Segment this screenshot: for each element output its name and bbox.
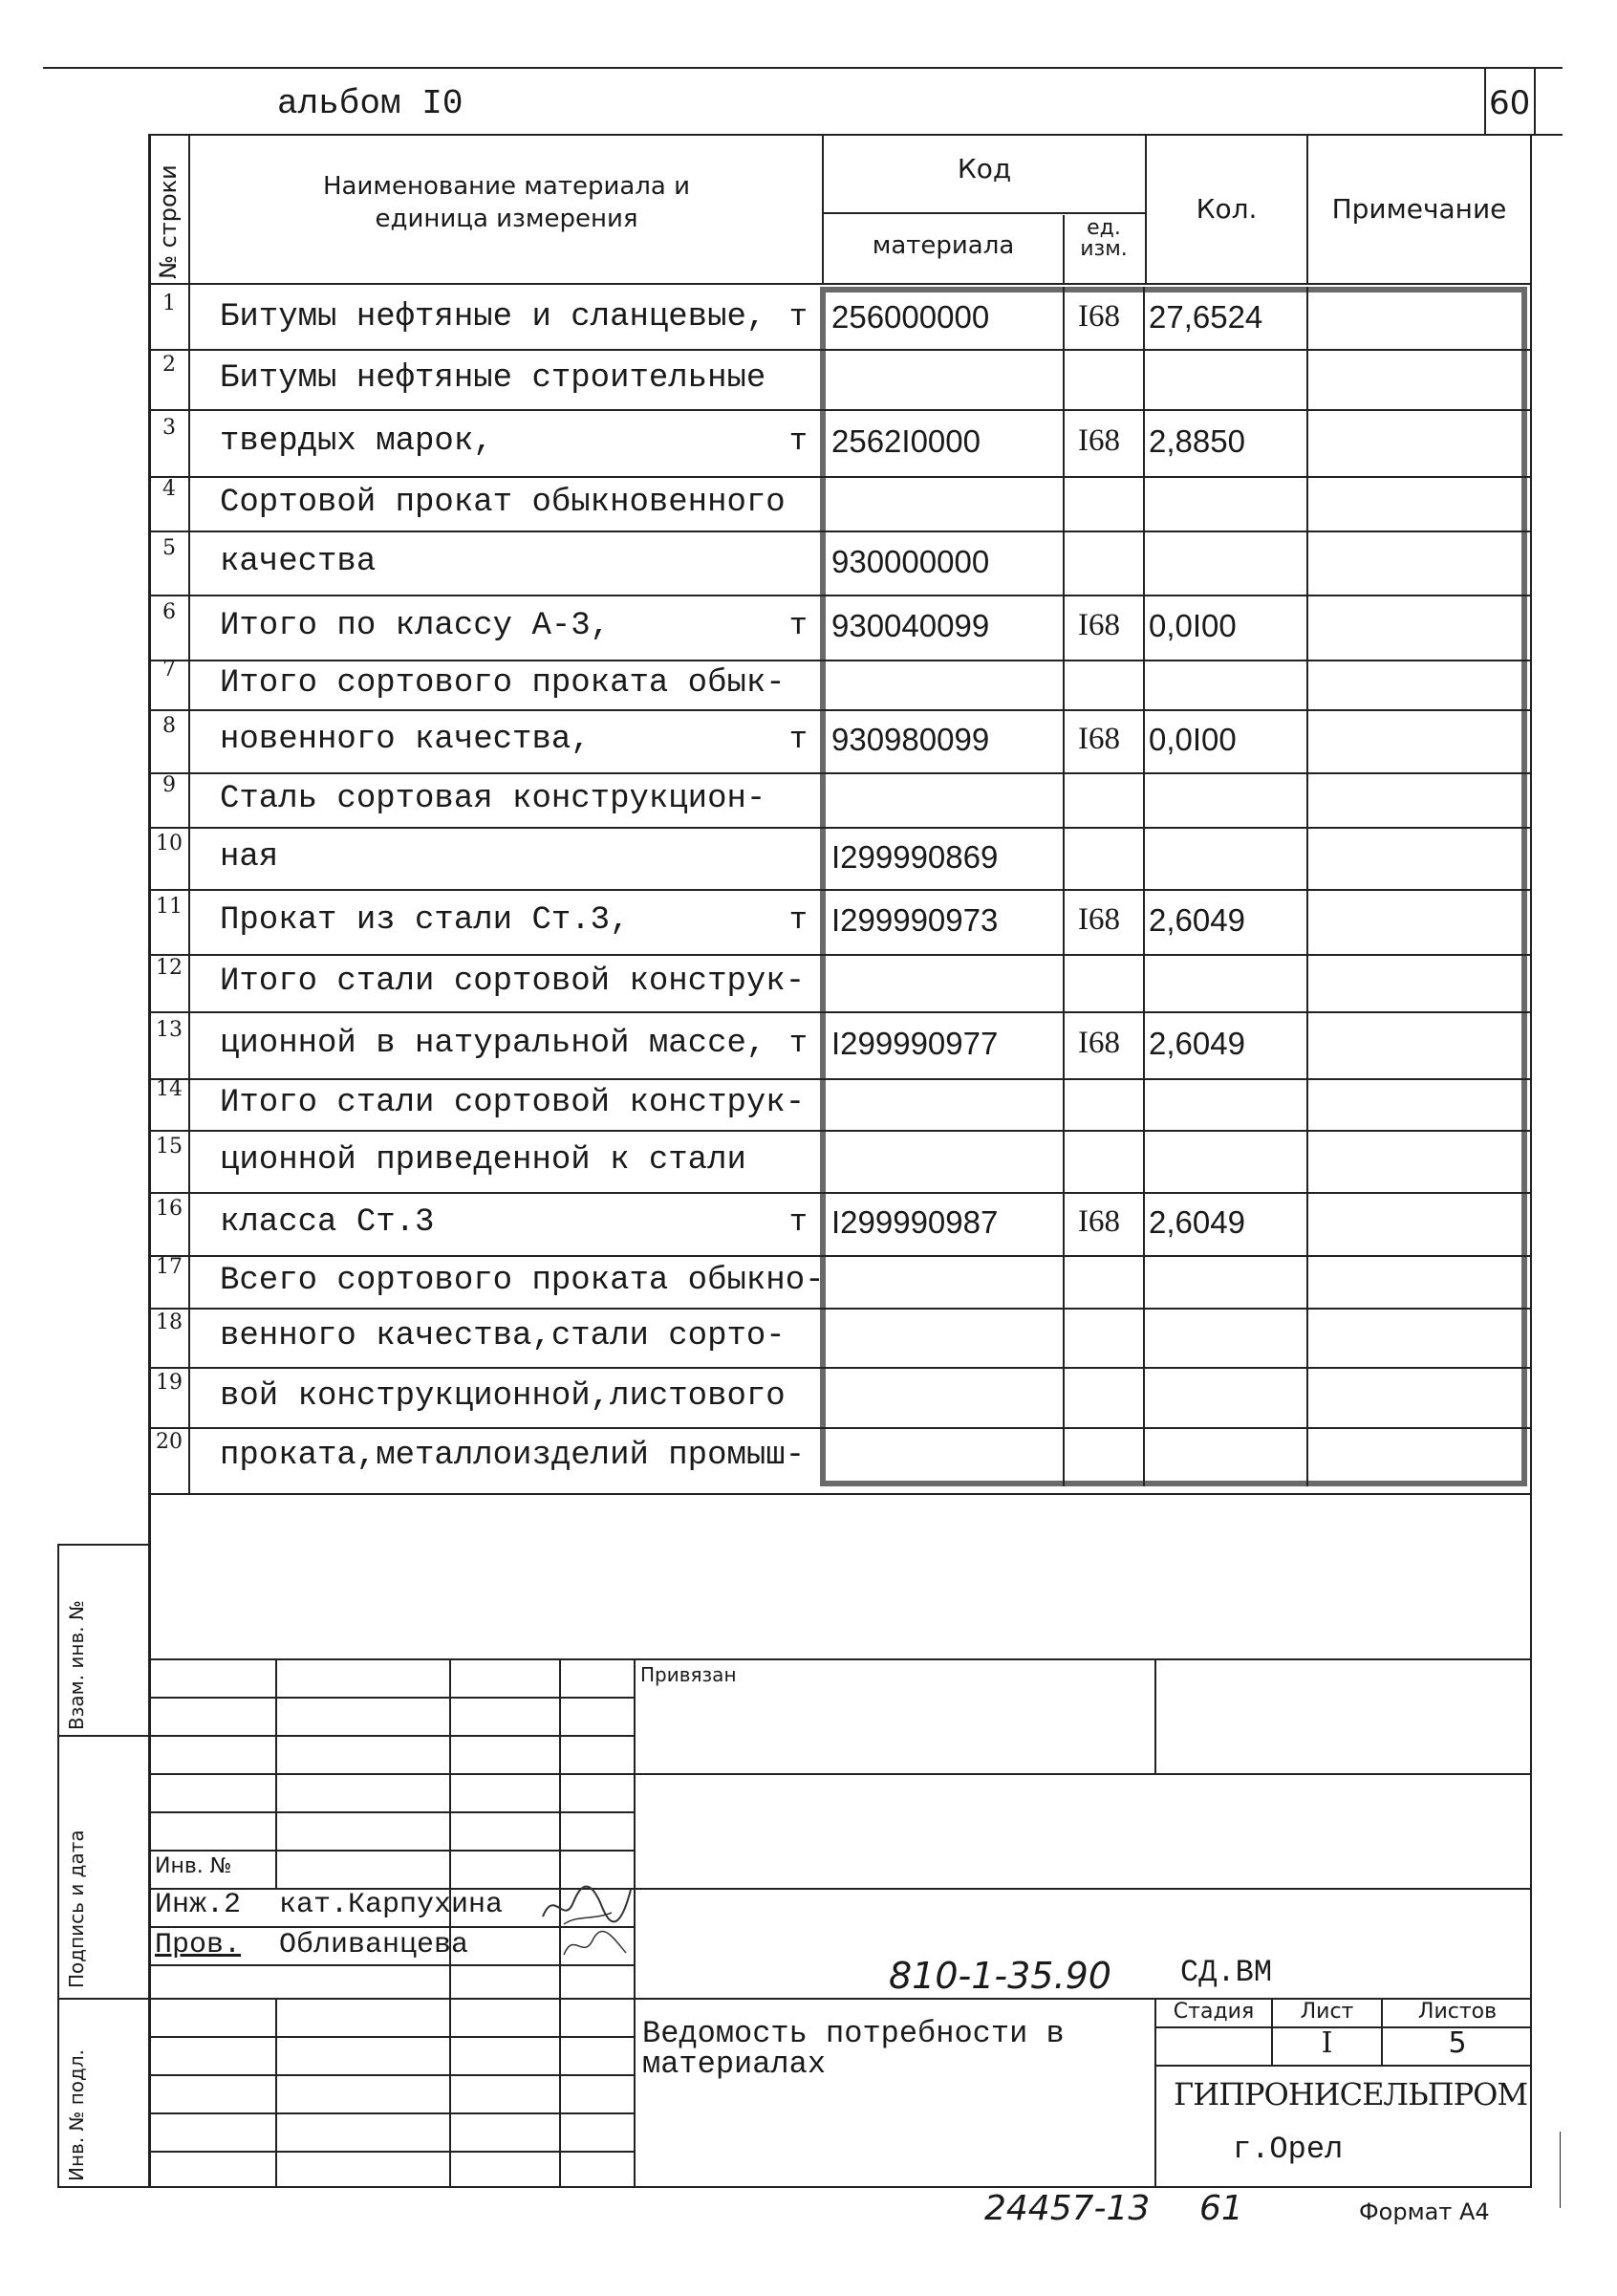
sheets-value: 5 [1448, 2026, 1467, 2060]
material-code: 930040099 [831, 608, 990, 643]
material-code: I299990869 [831, 838, 999, 875]
quantity-header: Кол. [1196, 193, 1258, 225]
material-code: 930000000 [831, 543, 990, 579]
row-number: 7 [162, 658, 176, 682]
unit-symbol: т [788, 298, 808, 335]
checker-name: Обливанцева [279, 1929, 469, 1961]
material-code: 2562I0000 [831, 423, 981, 459]
row-number-header: № строки [155, 164, 182, 279]
row-number: 14 [156, 1077, 183, 1101]
material-name: класса Ст.3 [220, 1204, 435, 1241]
material-code: I299990973 [831, 902, 999, 938]
document-suffix: СД.ВМ [1180, 1955, 1273, 1990]
row-number: 13 [156, 1018, 183, 1042]
material-name: ционной в натуральной массе, [220, 1026, 766, 1062]
row-number: 15 [156, 1134, 183, 1159]
row-number: 10 [156, 831, 183, 856]
material-name: Битумы нефтяные строительные [220, 359, 766, 397]
material-name: Прокат из стали Ст.3, [220, 902, 630, 939]
row-number: 16 [156, 1197, 183, 1221]
row-number: 3 [162, 416, 176, 440]
material-name: качества [220, 543, 377, 580]
material-name: вой конструкционной,листового [220, 1377, 786, 1415]
material-name: Итого сортового проката обык- [220, 665, 786, 702]
row-number: 18 [156, 1310, 183, 1334]
quantity: 2,6049 [1149, 1026, 1245, 1061]
material-name: Всего сортового проката обыкно- [220, 1262, 825, 1299]
unit-symbol: т [788, 608, 808, 643]
material-code: I299990987 [831, 1204, 999, 1240]
row-number: 2 [162, 352, 176, 377]
material-name: венного качества,стали сорто- [220, 1318, 786, 1354]
material-code: 930980099 [831, 722, 990, 757]
material-name: Битумы нефтяные и сланцевые, [220, 298, 766, 336]
material-name: ная [220, 838, 279, 876]
unit-code: I68 [1078, 1204, 1120, 1239]
unit-code: I68 [1078, 1026, 1120, 1060]
material-name: Сталь сортовая конструкцион- [220, 780, 766, 817]
row-number: 5 [162, 535, 176, 560]
inv-podl-label: Инв. № подл. [65, 2049, 88, 2181]
podpis-data-label: Подпись и дата [65, 1830, 88, 1988]
material-name: проката,металлоизделий промыш- [220, 1438, 806, 1474]
row-number: 8 [162, 714, 176, 738]
inv-no-label: Инв. № [155, 1854, 232, 1878]
material-name: Итого стали сортовой конструк- [220, 964, 806, 1000]
row-number: 20 [156, 1430, 183, 1454]
unit-symbol: т [788, 1026, 808, 1061]
unit-symbol: т [788, 1204, 808, 1240]
engineer-role: Инж.2 [155, 1889, 242, 1921]
unit-symbol: т [788, 722, 808, 757]
row-number: 4 [162, 476, 176, 501]
row-number: 11 [156, 895, 183, 919]
quantity: 2,6049 [1149, 902, 1245, 938]
document-code: 810-1-35.90 [889, 1955, 1111, 1997]
row-number: 9 [162, 772, 176, 797]
material-code-header: материала [872, 231, 1015, 260]
quantity: 27,6524 [1149, 298, 1263, 335]
unit-symbol: т [788, 902, 808, 938]
material-code: I299990977 [831, 1026, 999, 1061]
material-name: Итого стали сортовой конструк- [220, 1085, 806, 1121]
unit-code-header: ед. изм. [1080, 216, 1128, 261]
material-code: 256000000 [831, 298, 990, 335]
code-header: Код [957, 153, 1012, 184]
unit-code: I68 [1078, 298, 1120, 334]
quantity: 0,0I00 [1149, 608, 1237, 643]
footer-page: 61 [1199, 2189, 1243, 2228]
unit-code: I68 [1078, 722, 1120, 756]
signature-icon [559, 1926, 636, 1964]
row-number: 12 [156, 956, 183, 980]
material-name: новенного качества, [220, 722, 591, 758]
note-header: Примечание [1331, 193, 1507, 225]
album-label: альбом I0 [277, 84, 464, 123]
stage-label: Стадия [1173, 2000, 1255, 2024]
engineer-name: кат.Карпухина [279, 1889, 504, 1921]
material-name: Сортовой прокат обыкновенного [220, 484, 786, 521]
material-name: Итого по классу А-3, [220, 608, 611, 644]
quantity: 2,8850 [1149, 423, 1245, 459]
vzam-inv-label: Взам. инв. № [65, 1600, 88, 1730]
format-label: Формат А4 [1359, 2199, 1490, 2225]
quantity: 0,0I00 [1149, 722, 1237, 757]
name-header: Наименование материала и единица измерения [322, 172, 691, 233]
sheet-label: Лист [1300, 2000, 1354, 2024]
document-title: Ведомость потребности в материалах [642, 2016, 1065, 2082]
sheet-value: I [1321, 2026, 1333, 2060]
material-name: ционной приведенной к стали [220, 1141, 746, 1179]
unit-code: I68 [1078, 902, 1120, 937]
quantity: 2,6049 [1149, 1204, 1245, 1240]
row-number: 17 [156, 1254, 183, 1279]
checker-role: Пров. [155, 1929, 242, 1961]
row-number: 19 [156, 1370, 183, 1395]
page-number: 60 [1489, 84, 1531, 122]
sheets-label: Листов [1417, 2000, 1498, 2024]
unit-code: I68 [1078, 423, 1120, 458]
row-number: 1 [162, 291, 176, 315]
material-name: твердых марок, [220, 423, 493, 460]
city: г.Орел [1233, 2132, 1344, 2167]
privyazan-label: Привязан [640, 1663, 737, 1686]
row-number: 6 [162, 600, 176, 624]
unit-code: I68 [1078, 608, 1120, 642]
unit-symbol: т [788, 423, 808, 459]
archive-number: 24457-13 [984, 2189, 1151, 2228]
organization: ГИПРОНИСЕЛЬПРОМ [1174, 2076, 1528, 2112]
